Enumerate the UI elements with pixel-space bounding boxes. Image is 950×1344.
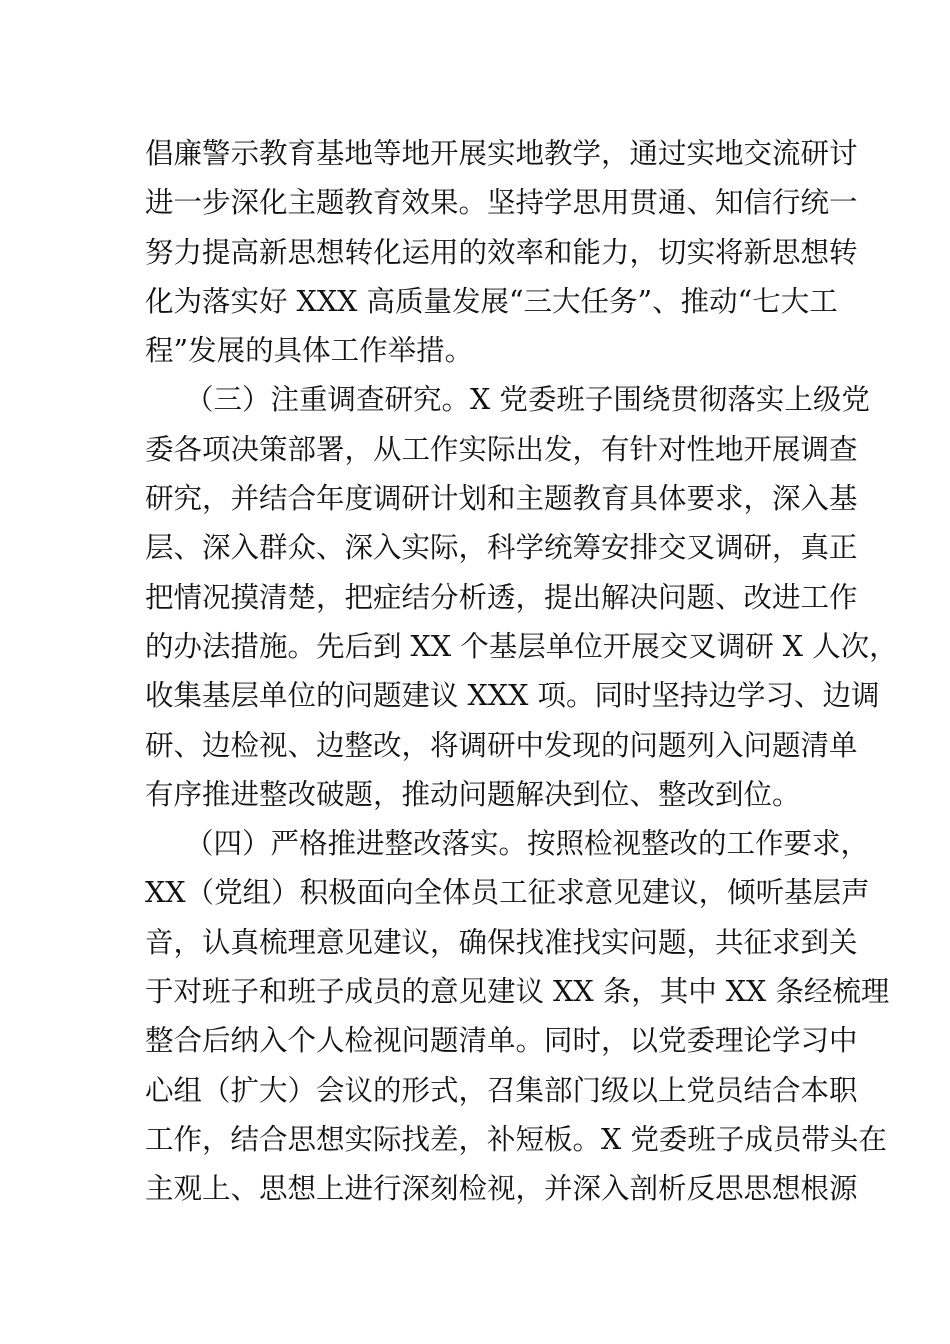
section-heading-line: （三）注重调查研究。X 党委班子围绕贯彻落实上级党 — [185, 383, 870, 417]
text-line: XX（党组）积极面向全体员工征求意见建议，倾听基层声 — [145, 876, 870, 910]
text-line: 心组（扩大）会议的形式，召集部门级以上党员结合本职 — [145, 1073, 858, 1107]
document-body — [145, 129, 898, 1214]
text-line: 研、边检视、边整改，将调研中发现的问题列入问题清单 — [145, 728, 858, 762]
text-line: 进一步深化主题教育效果。坚持学思用贯通、知信行统一 — [145, 186, 858, 220]
text-line: 努力提高新思想转化运用的效率和能力，切实将新思想转 — [145, 235, 858, 269]
text-line: 倡廉警示教育基地等地开展实地教学，通过实地交流研讨 — [145, 137, 858, 170]
text-line: 把情况摸清楚，把症结分析透，提出解决问题、改进工作 — [145, 580, 858, 614]
text-line: 收集基层单位的问题建议 XXX 项。同时坚持边学习、边调 — [145, 679, 880, 713]
text-line: 的办法措施。先后到 XX 个基层单位开展交叉调研 X 人次， — [145, 629, 898, 663]
text-line: 程”发展的具体工作举措。 — [145, 334, 474, 368]
text-line: 委各项决策部署，从工作实际出发，有针对性地开展调查 — [145, 432, 858, 466]
text-line: 研究，并结合年度调研计划和主题教育具体要求，深入基 — [145, 482, 858, 516]
section-heading-line: （四）严格推进整改落实。按照检视整改的工作要求， — [185, 827, 870, 861]
text-line: 主观上、思想上进行深刻检视，并深入剖析反思思想根源 — [145, 1172, 858, 1206]
text-line: 有序推进整改破题，推动问题解决到位、整改到位。 — [145, 777, 801, 811]
text-line: 层、深入群众、深入实际，科学统筹安排交叉调研，真正 — [145, 531, 858, 565]
text-line: 于对班子和班子成员的意见建议 XX 条，其中 XX 条经梳理 — [145, 975, 890, 1009]
text-line: 音，认真梳理意见建议，确保找准找实问题，共征求到关 — [145, 925, 858, 959]
text-line: 化为落实好 XXX 高质量发展“三大任务”、推动“七大工 — [145, 284, 838, 318]
text-line: 整合后纳入个人检视问题清单。同时，以党委理论学习中 — [145, 1024, 858, 1058]
text-line: 工作，结合思想实际找差，补短板。X 党委班子成员带头在 — [145, 1122, 887, 1156]
